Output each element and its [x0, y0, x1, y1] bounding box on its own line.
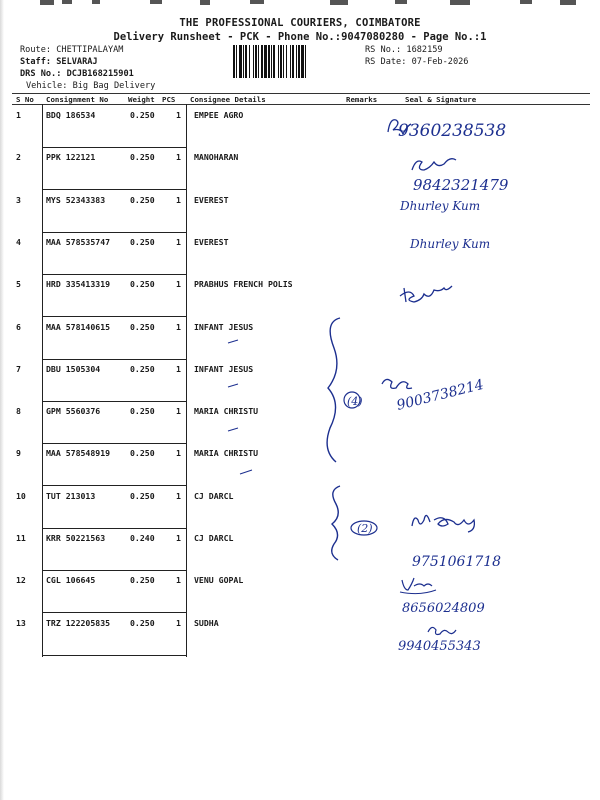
row-weight: 0.250: [130, 110, 155, 120]
row-consignment: CGL 106645: [46, 575, 96, 585]
row-pcs: 1: [176, 491, 181, 501]
row-consignment: TUT 213013: [46, 491, 96, 501]
row-weight: 0.250: [130, 195, 155, 205]
row-sno: 2: [16, 152, 21, 162]
handwritten-phone-2: 9842321479: [413, 176, 509, 194]
row-consignment: MYS 52343383: [46, 195, 106, 205]
col-weight: Weight: [128, 95, 155, 104]
row-consignee: EMPEE AGRO: [194, 110, 244, 120]
signature-7-scribble: [382, 379, 412, 388]
row-consignee: SUDHA: [194, 618, 219, 628]
brace-rows-6-9: [327, 318, 340, 462]
rs-date: RS Date: 07-Feb-2026: [365, 57, 469, 67]
row-pcs: 1: [176, 152, 181, 162]
row-consignment: KRR 50221563: [46, 533, 106, 543]
handwritten-phone-1: 9360238538: [398, 121, 507, 141]
row-sno: 1: [16, 110, 21, 120]
row-separator: [42, 189, 186, 190]
row-pcs: 1: [176, 406, 181, 416]
table-row: [0, 364, 600, 378]
header-rule-top: [12, 93, 590, 94]
drs-number: DRS No.: DCJB168215901: [20, 69, 134, 79]
row-consignee: MARIA CHRISTU: [194, 406, 259, 416]
row-sno: 11: [16, 533, 26, 543]
col-remarks: Remarks: [346, 95, 378, 104]
signature-8-count: (4): [347, 395, 363, 408]
signature-10-scribble: [412, 515, 474, 532]
staff-label: Staff: SELVARAJ: [20, 57, 98, 67]
row-weight: 0.250: [130, 575, 155, 585]
signature-12-underline: [400, 590, 436, 594]
row-pcs: 1: [176, 364, 181, 374]
handwritten-phone-4: 9751061718: [412, 554, 502, 570]
row-weight: 0.250: [130, 237, 155, 247]
row-weight: 0.250: [130, 322, 155, 332]
row-consignee: CJ DARCL: [194, 533, 234, 543]
table-row: [0, 575, 600, 589]
handwritten-phone-6: 9940455343: [398, 639, 481, 654]
row-separator: [42, 612, 186, 613]
row-separator: [42, 443, 186, 444]
row-consignee: MARIA CHRISTU: [194, 448, 259, 458]
table-row: [0, 618, 600, 632]
row-sno: 4: [16, 237, 21, 247]
row-sno: 10: [16, 491, 26, 501]
table-row: [0, 279, 600, 293]
row-consignment: BDQ 186534: [46, 110, 96, 120]
row-separator: [42, 528, 186, 529]
row-sno: 9: [16, 448, 21, 458]
row-consignment: MAA 578140615: [46, 322, 111, 332]
row-consignment: GPM 5560376: [46, 406, 101, 416]
row-separator: [42, 232, 186, 233]
row-sno: 8: [16, 406, 21, 416]
row-consignee: INFANT JESUS: [194, 322, 254, 332]
route-label: Route: CHETTIPALAYAM: [20, 45, 124, 55]
row-consignment: DBU 1505304: [46, 364, 101, 374]
row-separator: [42, 316, 186, 317]
row-pcs: 1: [176, 110, 181, 120]
signature-3: Dhurley Kum: [400, 199, 481, 213]
row-consignment: HRD 335413319: [46, 279, 111, 289]
row-sno: 7: [16, 364, 21, 374]
row-pcs: 1: [176, 237, 181, 247]
row-weight: 0.250: [130, 618, 155, 628]
row-sno: 6: [16, 322, 21, 332]
row-separator: [42, 485, 186, 486]
row-separator: [42, 655, 186, 656]
row-sno: 5: [16, 279, 21, 289]
top-edge-marks: [0, 0, 600, 8]
table-row: [0, 195, 600, 209]
row-consignee: PRABHUS FRENCH POLIS: [194, 279, 293, 289]
table-row: [0, 448, 600, 462]
row-separator: [42, 401, 186, 402]
handwritten-phone-5: 8656024809: [402, 601, 485, 616]
row-weight: 0.250: [130, 491, 155, 501]
col-sno: S No: [16, 95, 34, 104]
table-row: [0, 110, 600, 124]
col-pcs: PCS: [162, 95, 176, 104]
row-separator: [42, 359, 186, 360]
row-consignee: CJ DARCL: [194, 491, 234, 501]
table-row: [0, 406, 600, 420]
row-consignment: MAA 578548919: [46, 448, 111, 458]
table-row: [0, 152, 600, 166]
row-separator: [42, 274, 186, 275]
row-consignee: EVEREST: [194, 237, 229, 247]
row-weight: 0.250: [130, 364, 155, 374]
company-title: THE PROFESSIONAL COURIERS, COIMBATORE: [179, 17, 421, 29]
table-row: [0, 533, 600, 547]
row-consignee: EVEREST: [194, 195, 229, 205]
col-seal: Seal & Signature: [405, 95, 477, 104]
table-row: [0, 237, 600, 251]
row-consignee: INFANT JESUS: [194, 364, 254, 374]
row-weight: 0.250: [130, 448, 155, 458]
col-consignee: Consignee Details: [190, 95, 266, 104]
signature-10-count: (2): [357, 522, 373, 535]
row-sno: 13: [16, 618, 26, 628]
row-pcs: 1: [176, 533, 181, 543]
row-pcs: 1: [176, 618, 181, 628]
runsheet-subtitle: Delivery Runsheet - PCK - Phone No.:9047080280 - Page No.:1: [113, 31, 487, 43]
row-weight: 0.250: [130, 279, 155, 289]
row-consignee: MANOHARAN: [194, 152, 239, 162]
table-row: [0, 322, 600, 336]
row-pcs: 1: [176, 279, 181, 289]
row-weight: 0.250: [130, 406, 155, 416]
row-separator: [42, 570, 186, 571]
row-consignment: PPK 122121: [46, 152, 96, 162]
row-sno: 12: [16, 575, 26, 585]
handwritten-phone-3: 9003738214: [395, 376, 486, 414]
signature-4: Dhurley Kum: [410, 237, 491, 251]
row-weight: 0.240: [130, 533, 155, 543]
row-pcs: 1: [176, 322, 181, 332]
rs-number: RS No.: 1682159: [365, 45, 443, 55]
vehicle-label: Vehicle: Big Bag Delivery: [26, 81, 156, 91]
row-pcs: 1: [176, 575, 181, 585]
col-consignment: Consignment No: [46, 95, 109, 104]
row-consignment: TRZ 122205835: [46, 618, 111, 628]
table-row: [0, 491, 600, 505]
barcode: [233, 45, 361, 78]
row-pcs: 1: [176, 448, 181, 458]
row-pcs: 1: [176, 195, 181, 205]
row-consignee: VENU GOPAL: [194, 575, 244, 585]
header-rule-bottom: [12, 104, 590, 105]
row-weight: 0.250: [130, 152, 155, 162]
row-consignment: MAA 578535747: [46, 237, 111, 247]
row-sno: 3: [16, 195, 21, 205]
row-separator: [42, 147, 186, 148]
